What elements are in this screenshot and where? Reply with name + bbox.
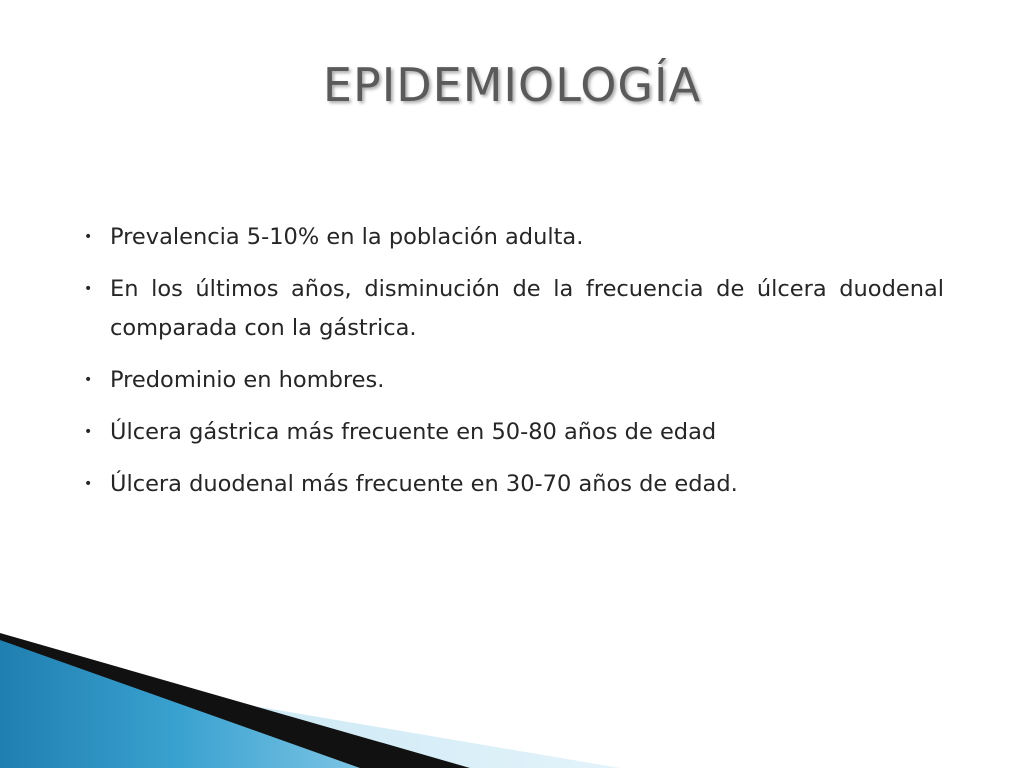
bullet-icon: • (84, 281, 93, 297)
bullet-text: Predominio en hombres. (110, 367, 385, 393)
bullet-item-duodenal-age (82, 465, 944, 504)
bullet-list (82, 218, 944, 517)
bullet-text: Prevalencia 5-10% en la población adulta. (110, 224, 584, 250)
bullet-text: En los últimos años, disminución de la frecuencia de úlcera duodenal comparada con la gástrica. (110, 276, 944, 341)
slide-title: EPIDEMIOLOGÍA (322, 58, 702, 112)
bullet-icon: • (84, 476, 93, 492)
bullet-item-frequency-trend (82, 270, 944, 348)
bullet-item-sex-predominance (82, 361, 944, 400)
bullet-icon: • (84, 229, 93, 245)
bullet-text: Úlcera gástrica más frecuente en 50-80 años de edad (110, 419, 717, 445)
bullet-text: Úlcera duodenal más frecuente en 30-70 años de edad. (110, 471, 738, 497)
bullet-item-prevalence (82, 218, 944, 257)
decorative-swoosh (0, 628, 1024, 768)
bullet-item-gastric-age (82, 413, 944, 452)
bullet-icon: • (84, 424, 93, 440)
bullet-icon: • (84, 372, 93, 388)
